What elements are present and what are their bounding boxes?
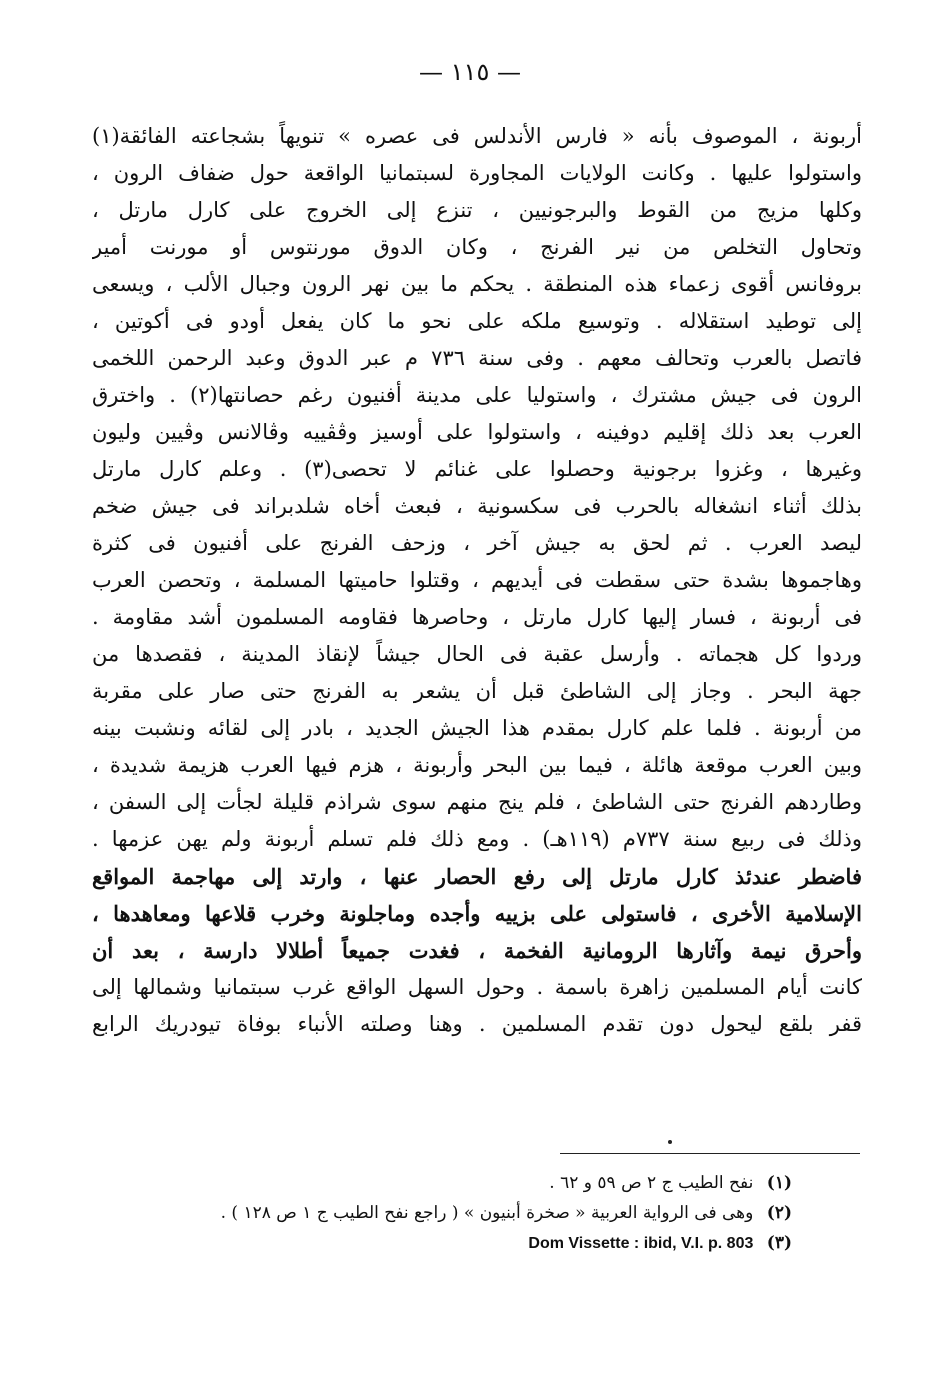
footnote-text: وهى فى الرواية العربية « صخرة أبنيون » ( راجع نفح الطيب ج ١ ص ١٢٨ ) . [220, 1203, 754, 1223]
body-line: جهة البحر . وجاز إلى الشاطئ قبل أن يشعر به الفرنج حتى صار على مقربة [92, 679, 862, 703]
body-line: كانت أيام المسلمين زاهرة باسمة . وحول السهل الواقع غرب سبتمانيا وشمالها إلى [92, 975, 862, 999]
footnote-text: نفح الطيب ج ٢ ص ٥٩ و ٦٢ . [549, 1173, 754, 1193]
body-text [92, 118, 862, 1043]
body-line: الإسلامية الأخرى ، فاستولى على بزييه وأجده وماجلونة وخرب قلاعها ومعاهدها ، [92, 901, 862, 926]
body-line: أربونة ، الموصوف بأنه « فارس الأندلس فى عصره » تنويهاً بشجاعته الفائقة(١) [92, 124, 862, 148]
body-line: من أربونة . فلما علم كارل بمقدم هذا الجيش الجديد ، بادر إلى لقائه ونشبت بينه [92, 716, 862, 740]
footnote-text: Dom Vissette : ibid, V.I. p. 803 [528, 1235, 754, 1252]
body-line: وطاردهم الفرنج حتى الشاطئ ، فلم ينج منهم سوى شراذم قليلة لجأت إلى السفن ، [92, 790, 862, 814]
body-line: وكلها مزيج من القوط والبرجونيين ، تنزع إلى الخروج على كارل مارتل ، [92, 198, 862, 222]
footnote-3 [92, 1228, 792, 1258]
body-line: فاتصل بالعرب وتحالف معهم . وفى سنة ٧٣٦ م عبر الدوق وعبد الرحمن اللخمى [92, 346, 862, 370]
footnote-rule [560, 1153, 860, 1154]
body-line: وردوا كل هجماته . وأرسل عقبة فى الحال جيشاً لإنقاذ المدينة ، فقصدها من [92, 642, 862, 666]
body-line: وغيرها ، وغزوا برجونية وحصلوا على غنائم لا تحصى(٣) . وعلم كارل مارتل [92, 457, 862, 481]
body-line: فى أربونة ، فسار إليها كارل مارتل ، وحاصرها فقاومه المسلمون أشد مقاومة . [92, 605, 862, 629]
body-line: إلى توطيد استقلاله . وتوسيع ملكه على نحو ما كان يفعل أودو فى أكوتين ، [92, 309, 862, 333]
footnote-2 [92, 1198, 792, 1228]
footnotes [92, 1168, 792, 1258]
body-line: وتحاول التخلص من نير الفرنج ، وكان الدوق مورنتوس أو مورنت أمير [92, 235, 862, 259]
body-line: العرب بعد ذلك إقليم دوفينه ، واستولوا على أوسيز وڤڤييه وڤالانس وڤيين وليون [92, 420, 862, 444]
footnote-number: (٣) [766, 1233, 792, 1253]
body-line: فاضطر عندئذ كارل مارتل إلى رفع الحصار عنها ، وارتد إلى مهاجمة المواقع [92, 864, 862, 889]
footnote-number: (٢) [766, 1203, 792, 1223]
body-line: واستولوا عليها . وكانت الولايات المجاورة لسبتمانيا الواقعة حول ضفاف الرون ، [92, 161, 862, 185]
page-number: — ١١٥ — [419, 58, 521, 86]
body-line: وهاجموها بشدة حتى سقطت فى أيديهم ، وقتلوا حاميتها المسلمة ، وتحصن العرب [92, 568, 862, 592]
body-line: وبين العرب موقعة هائلة ، فيما بين البحر وأربونة ، هزم فيها العرب هزيمة شديدة ، [92, 753, 862, 777]
body-line: بروفانس أقوى زعماء هذه المنطقة . يحكم ما بين نهر الرون وجبال الألب ، ويسعى [92, 272, 862, 296]
footnote-1 [92, 1168, 792, 1198]
body-line: الرون فى جيش مشترك ، واستوليا على مدينة أفنيون رغم حصانتها(٢) . واخترق [92, 383, 862, 407]
body-line: وذلك فى ربيع سنة ٧٣٧م (١١٩هـ) . ومع ذلك فلم تسلم أربونة ولم يهن عزمها . [92, 827, 862, 851]
footnote-number: (١) [766, 1173, 792, 1193]
body-line: قفر بلقع ليحول دون تقدم المسلمين . وهنا وصلته الأنباء بوفاة تيودريك الرابع [92, 1012, 862, 1036]
body-line: ليصد العرب . ثم لحق به جيش آخر ، وزحف الفرنج على أفنيون فى كثرة [92, 531, 862, 555]
rule-mark [668, 1140, 672, 1144]
body-line: وأحرق نيمة وآثارها الرومانية الفخمة ، فغدت جميعاً أطلالا دارسة ، بعد أن [92, 938, 862, 963]
body-line: بذلك أثناء انشغاله بالحرب فى سكسونية ، فبعث أخاه شلدبراند فى جيش ضخم [92, 494, 862, 518]
